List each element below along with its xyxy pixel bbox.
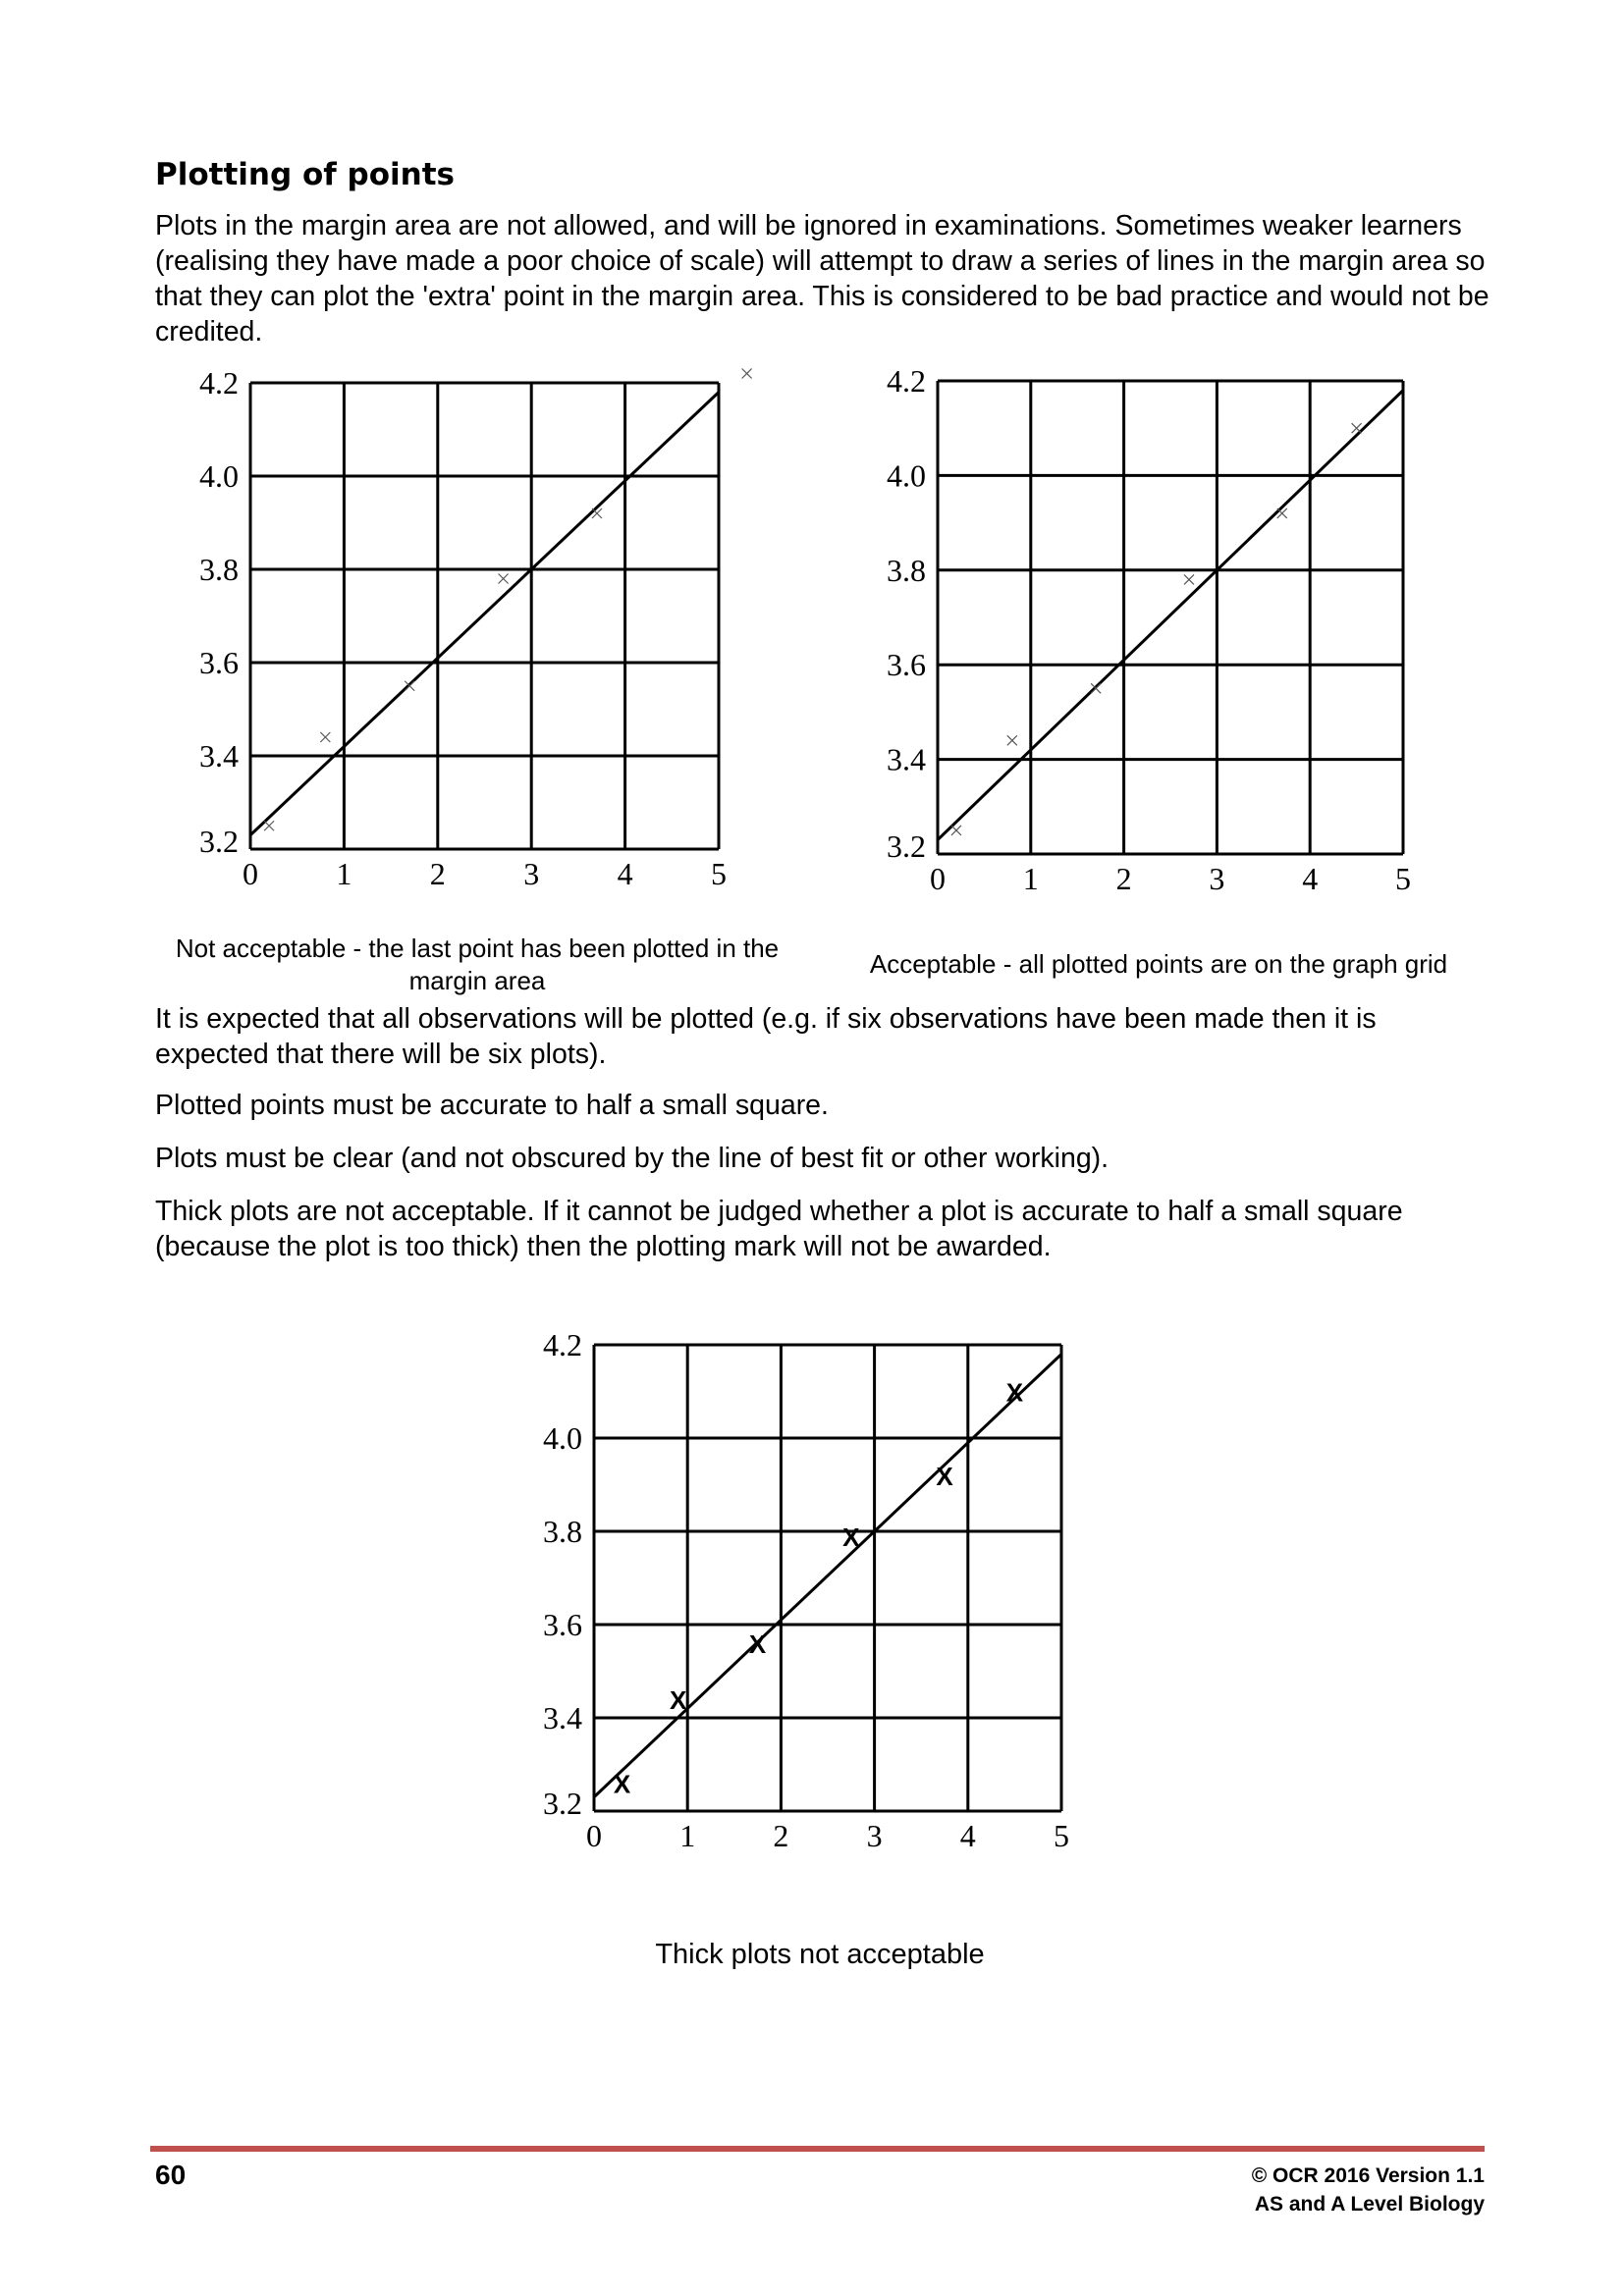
x-tick-label: 0 [243,856,258,891]
x-tick-label: 4 [617,856,633,891]
data-point [264,821,274,830]
x-tick-label: 5 [1395,861,1411,896]
y-tick-label: 3.6 [543,1607,582,1642]
footer-rule [150,2146,1485,2152]
x-tick-label: 3 [523,856,540,891]
y-tick-label: 3.4 [199,738,239,774]
y-tick-label: 4.2 [199,365,239,400]
y-tick-label: 4.2 [887,363,926,399]
caption-thick-plots: Thick plots not acceptable [655,1939,985,1970]
footer-copyright: © OCR 2016 Version 1.1 [1251,2164,1485,2187]
data-point: X [748,1629,767,1659]
section-heading: Plotting of points [155,157,455,192]
x-tick-label: 3 [1209,861,1225,896]
y-tick-label: 4.2 [543,1327,582,1362]
paragraph-clarity: Plots must be clear (and not obscured by the line of best fit or other working). [155,1143,1110,1174]
chart-thick-plots [525,1325,1114,1895]
caption-acceptable: Acceptable - all plotted points are on the graph grid [869,949,1448,979]
y-tick-label: 3.8 [199,552,239,587]
x-tick-label: 5 [711,856,727,891]
chart-not-acceptable [177,358,785,928]
x-tick-label: 2 [1115,861,1132,896]
caption-not-acceptable: Not acceptable - the last point has been plotted in the margin area [175,934,780,995]
data-point: X [670,1685,687,1715]
footer-subtitle: AS and A Level Biology [1254,2193,1485,2216]
data-point: X [842,1522,860,1552]
y-tick-label: 3.8 [887,552,926,588]
x-tick-label: 1 [679,1818,696,1853]
paragraph-accuracy: Plotted points must be accurate to half a small square. [155,1090,829,1121]
intro-paragraph: Plots in the margin area are not allowed, and will be ignored in examinations. Sometimes weaker learners (realising they have made a poor choice of scale) will attempt to draw a series of lines in the margin area so that they can plot the 'extra' point in the margin area. This is considered to be bad practice and would not be credited. [155,210,1489,347]
y-tick-label: 3.4 [543,1700,582,1735]
data-point [1277,508,1287,518]
x-tick-label: 0 [930,861,946,896]
data-point [499,574,509,584]
data-point [320,732,330,742]
y-tick-label: 3.2 [543,1786,582,1821]
data-point [1352,423,1362,433]
y-tick-label: 3.4 [887,741,926,777]
y-tick-label: 3.2 [887,828,926,864]
x-tick-label: 3 [866,1818,883,1853]
data-point [592,508,602,518]
paragraph-thick-plots: Thick plots are not acceptable. If it cannot be judged whether a plot is accurate to half a small square (because the plot is too thick) then the plotting mark will not be awarded. [155,1196,1403,1262]
footer-text [1252,2162,1485,2218]
y-tick-label: 3.6 [887,647,926,683]
best-fit-line [594,1355,1061,1797]
x-tick-label: 1 [336,856,352,891]
paragraph-all-observations: It is expected that all observations will be plotted (e.g. if six observations have been made then it is expected that there will be six plots). [155,1003,1377,1070]
page-number: 60 [155,2160,187,2190]
x-tick-label: 2 [773,1818,789,1853]
data-point [1007,735,1017,745]
best-fit-line [250,393,719,835]
x-tick-label: 4 [959,1818,976,1853]
y-tick-label: 3.2 [199,824,239,859]
y-tick-label: 4.0 [199,458,239,494]
data-point [1184,574,1194,584]
y-tick-label: 3.8 [543,1514,582,1549]
y-tick-label: 4.0 [543,1420,582,1456]
x-tick-label: 5 [1054,1818,1069,1853]
data-point: X [936,1462,953,1491]
x-tick-label: 2 [429,856,446,891]
data-point [742,369,752,379]
y-tick-label: 4.0 [887,457,926,494]
data-point [951,826,961,835]
x-tick-label: 1 [1022,861,1039,896]
data-point: X [1005,1377,1024,1408]
x-tick-label: 4 [1302,861,1319,896]
data-point: X [613,1769,631,1799]
best-fit-line [938,391,1403,840]
y-tick-label: 3.6 [199,645,239,680]
x-tick-label: 0 [586,1818,602,1853]
chart-acceptable [864,358,1473,928]
